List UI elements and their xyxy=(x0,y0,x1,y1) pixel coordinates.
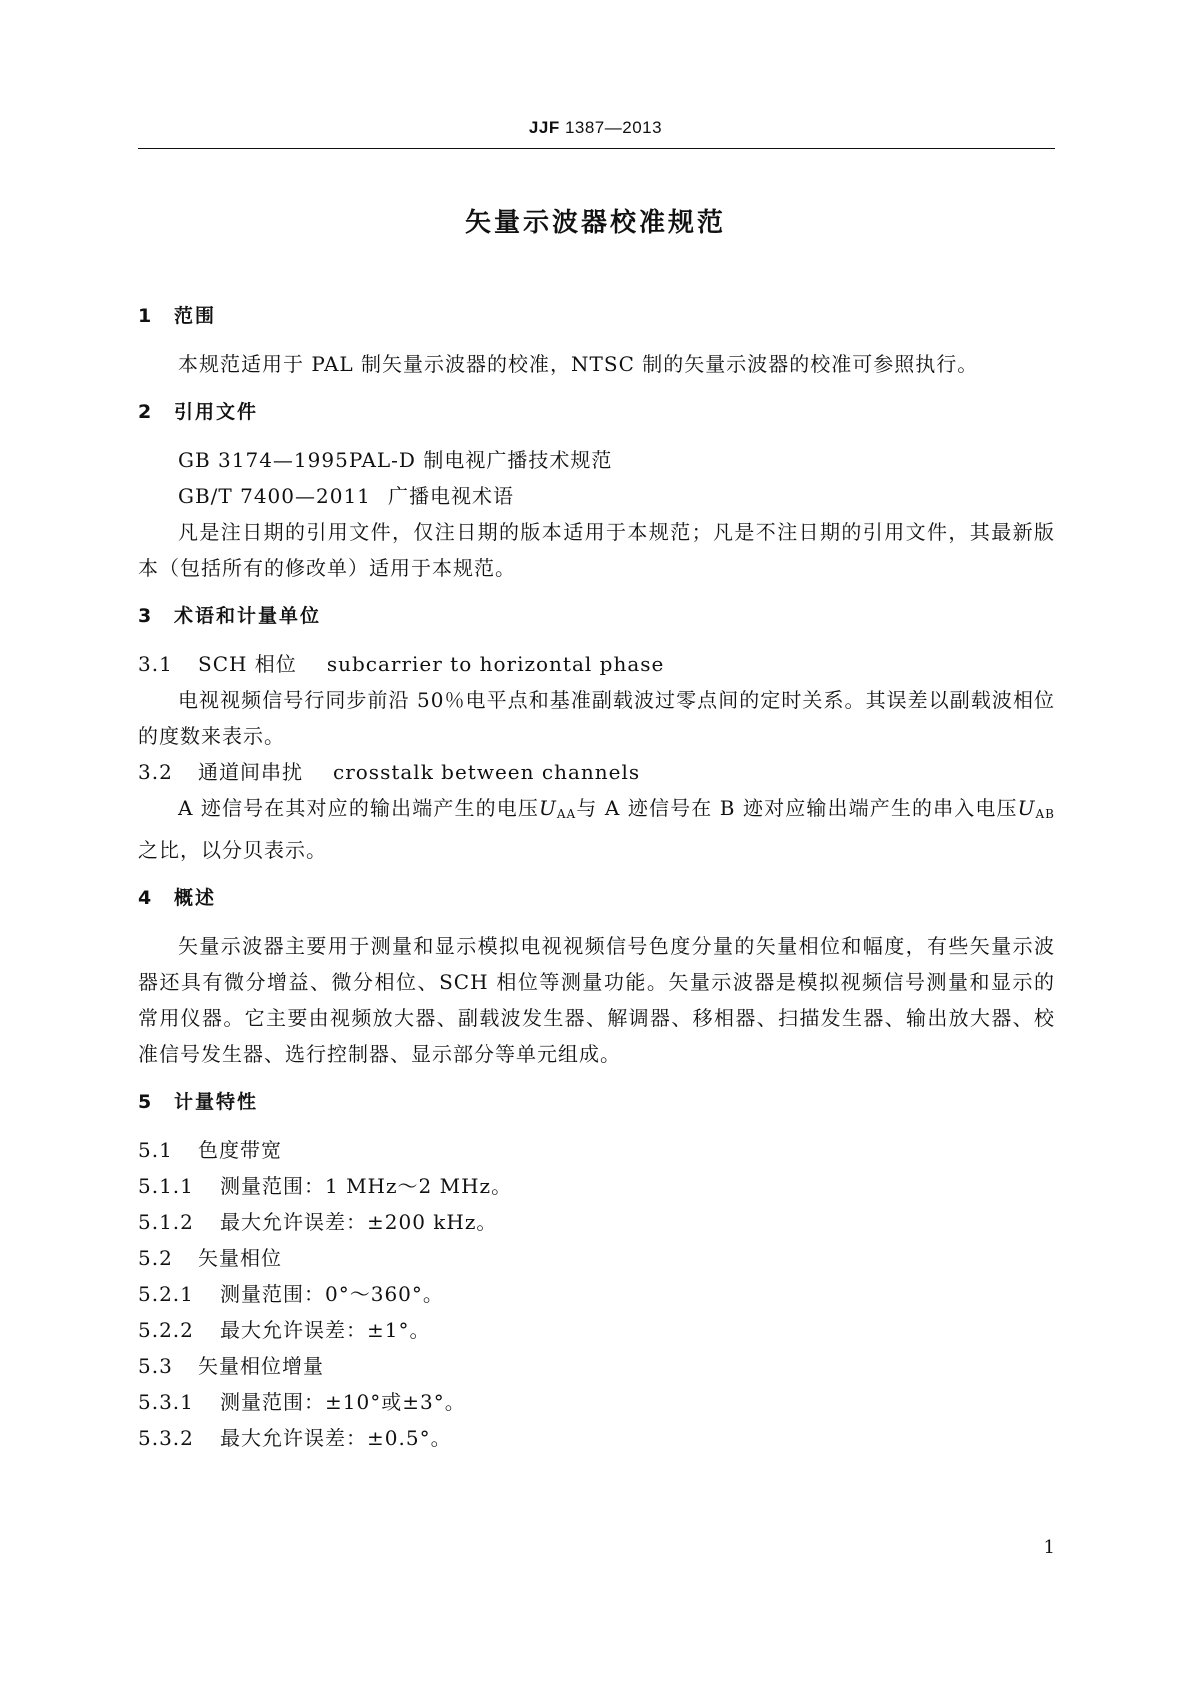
clause-number: 5.3.1 xyxy=(138,1390,194,1414)
term-name: 通道间串扰 xyxy=(198,760,303,784)
section-4-paragraph: 矢量示波器主要用于测量和显示模拟电视视频信号色度分量的矢量相位和幅度，有些矢量示波器还具有微分增益、微分相位、SCH 相位等测量功能。矢量示波器是模拟视频信号测量和显示的常用仪器。它主要由视频放大器、副载波发生器、解调器、移相器、扫描发生器、输出放大器、校准信号发生器、选行控制器、显示部分等单元组成。 xyxy=(138,934,1055,1066)
voltage-subscript-ab: AB xyxy=(1035,807,1055,821)
clause-text: 测量范围：0°～360°。 xyxy=(220,1282,444,1306)
section-2-heading xyxy=(138,394,1055,430)
clause-number: 5.1.2 xyxy=(138,1210,194,1234)
standard-code-prefix: JJF xyxy=(528,118,560,137)
term-english: crosstalk between channels xyxy=(333,760,641,784)
page-number: 1 xyxy=(1043,1537,1055,1558)
reference-name: PAL-D 制电视广播技术规范 xyxy=(348,448,613,472)
document-body xyxy=(138,298,1055,1456)
clause-item xyxy=(138,1348,1055,1384)
voltage-symbol: U xyxy=(538,796,557,820)
section-1-paragraph: 本规范适用于 PAL 制矢量示波器的校准，NTSC 制的矢量示波器的校准可参照执行。 xyxy=(178,352,979,376)
clause-number: 5.2.1 xyxy=(138,1282,194,1306)
term-name: SCH 相位 xyxy=(198,652,297,676)
reference-code: GB/T 7400—2011 xyxy=(178,484,371,508)
clause-text: 色度带宽 xyxy=(198,1138,282,1162)
clause-item xyxy=(138,1204,1055,1240)
voltage-symbol: U xyxy=(1017,796,1036,820)
clause-text: 最大允许误差：±1°。 xyxy=(220,1318,431,1342)
reference-code: GB 3174—1995 xyxy=(178,448,349,472)
header-rule xyxy=(138,148,1055,149)
section-4-heading xyxy=(138,880,1055,916)
clause-item xyxy=(138,1384,1055,1420)
section-number: 2 xyxy=(138,401,154,423)
section-title: 范围 xyxy=(174,305,217,327)
document-title: 矢量示波器校准规范 xyxy=(464,208,726,238)
clause-item xyxy=(138,1240,1055,1276)
section-title: 计量特性 xyxy=(174,1091,259,1113)
term-english: subcarrier to horizontal phase xyxy=(326,652,665,676)
clause-text: 测量范围：±10°或±3°。 xyxy=(220,1390,466,1414)
section-title: 概述 xyxy=(174,887,217,909)
clause-number: 5.1 xyxy=(138,1138,173,1162)
section-number: 3 xyxy=(138,605,154,627)
term-3-1-definition: 电视视频信号行同步前沿 50％电平点和基准副载波过零点间的定时关系。其误差以副载波相位的度数来表示。 xyxy=(138,688,1055,748)
term-number: 3.1 xyxy=(138,652,173,676)
section-1-heading xyxy=(138,298,1055,334)
term-3-2-definition xyxy=(138,790,1055,868)
reference-item xyxy=(138,442,1055,478)
voltage-subscript-aa: AA xyxy=(556,807,577,821)
term-3-1-heading xyxy=(138,646,1055,682)
section-3-heading xyxy=(138,598,1055,634)
definition-text: A 迹信号在其对应的输出端产生的电压 xyxy=(178,796,539,820)
clause-item xyxy=(138,1168,1055,1204)
clause-number: 5.3.2 xyxy=(138,1426,194,1450)
page-header xyxy=(138,118,1053,138)
clause-number: 5.2.2 xyxy=(138,1318,194,1342)
section-number: 1 xyxy=(138,305,154,327)
clause-text: 最大允许误差：±200 kHz。 xyxy=(220,1210,498,1234)
section-5-heading xyxy=(138,1084,1055,1120)
definition-text: 与 A 迹信号在 B 迹对应输出端产生的串入电压 xyxy=(576,796,1018,820)
clause-text: 矢量相位 xyxy=(198,1246,282,1270)
clause-text: 矢量相位增量 xyxy=(198,1354,324,1378)
section-2-paragraph: 凡是注日期的引用文件，仅注日期的版本适用于本规范；凡是不注日期的引用文件，其最新版本（包括所有的修改单）适用于本规范。 xyxy=(138,520,1055,580)
section-title: 术语和计量单位 xyxy=(174,605,322,627)
clause-item xyxy=(138,1420,1055,1456)
term-3-2-heading xyxy=(138,754,1055,790)
term-number: 3.2 xyxy=(138,760,173,784)
reference-name: 广播电视术语 xyxy=(388,484,514,508)
reference-item xyxy=(138,478,1055,514)
clause-number: 5.2 xyxy=(138,1246,173,1270)
clause-text: 最大允许误差：±0.5°。 xyxy=(220,1426,452,1450)
clause-text: 测量范围：1 MHz～2 MHz。 xyxy=(220,1174,513,1198)
clause-number: 5.1.1 xyxy=(138,1174,194,1198)
clause-number: 5.3 xyxy=(138,1354,173,1378)
standard-code-number: 1387—2013 xyxy=(564,118,663,137)
clause-item xyxy=(138,1276,1055,1312)
definition-text: 之比，以分贝表示。 xyxy=(138,838,327,862)
section-number: 4 xyxy=(138,887,154,909)
clause-item xyxy=(138,1312,1055,1348)
clause-item xyxy=(138,1132,1055,1168)
section-number: 5 xyxy=(138,1091,154,1113)
section-title: 引用文件 xyxy=(174,401,259,423)
